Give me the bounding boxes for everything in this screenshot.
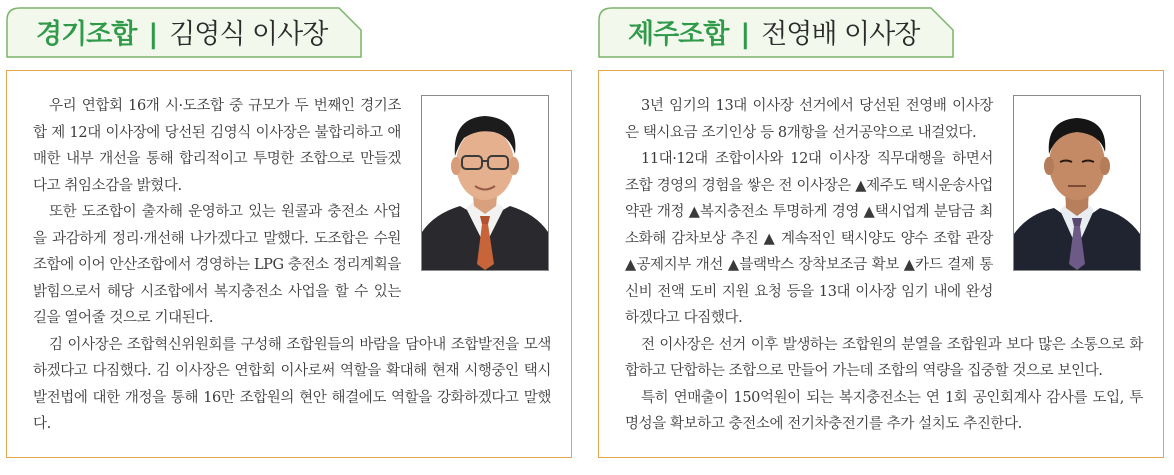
column-gyeonggi (4, 0, 576, 475)
person-title: 김영식 이사장 (169, 19, 328, 50)
paragraph: 특히 연매출이 150억원이 되는 복지충전소는 연 1회 공인회계사 감사를 도입, 투명성을 확보하고 충전소에 전기차충전기를 추가 설치도 추진한다. (625, 389, 1143, 432)
title-separator: | (148, 19, 158, 50)
header-tab (598, 6, 954, 58)
tab-title (36, 15, 327, 55)
article-box (598, 70, 1164, 458)
title-separator: | (740, 19, 750, 50)
paragraph: 11대·12대 조합이사와 12대 이사장 직무대행을 하면서 조합 경영의 경험을 쌓은 전 이사장은 ▲제주도 택시운송사업약관 개정 ▲복지충전소 투명하게 경영 ▲택시업계 분담금 최소화해 감차보상 추진 ▲ 계속적인 택시양도 양수 조합 관장 ▲공제지부 개선 ▲블랙박스 장착보조금 확보 ▲카드 결제 통신비 전액 도비 지원 요청 등을 13대 이사장 임기 내에 완성하겠다고 다짐했다. (625, 151, 993, 326)
paragraph: 3년 임기의 13대 이사장 선거에서 당선된 전영배 이사장은 택시요금 조기인상 등 8개항을 선거공약으로 내걸었다. (625, 98, 993, 141)
article-text (33, 93, 551, 438)
tab-title (628, 15, 919, 55)
paragraph: 또한 도조합이 출자해 운영하고 있는 원콜과 충전소 사업을 과감하게 정리·개선해 나가겠다고 말했다. 도조합은 수원조합에 이어 안산조합에서 경영하는 LPG 충전소 정리계획을 밝힘으로서 해당 시조합에서 복지충전소 사업을 할 수 있는 길을 열어줄 것으로 기대된다. (33, 204, 401, 326)
header-tab (6, 6, 362, 58)
paragraph: 우리 연합회 16개 시·도조합 중 규모가 두 번째인 경기조합 제 12대 이사장에 당선된 김영식 이사장은 불합리하고 애매한 내부 개선을 통해 합리적이고 투명한 조합으로 만들겠다고 취임소감을 밝혔다. (33, 98, 401, 194)
paragraph: 김 이사장은 조합혁신위원회를 구성해 조합원들의 바람을 담아내 조합발전을 모색하겠다고 다짐했다. 김 이사장은 연합회 이사로써 역할을 확대해 현재 시행중인 택시 발전법에 대한 개정을 통해 16만 조합원의 현안 해결에도 역할을 강화하겠다고 말했다. (33, 336, 551, 432)
paragraph: 전 이사장은 선거 이후 발생하는 조합원의 분열을 조합원과 보다 많은 소통으로 화합하고 단합하는 조합으로 만들어 가는데 조합의 역량을 집중할 것으로 보인다. (625, 336, 1143, 379)
org-name: 제주조합 (628, 19, 729, 50)
org-name: 경기조합 (36, 19, 137, 50)
article-text (625, 93, 1143, 438)
column-jeju (596, 0, 1168, 475)
article-box (6, 70, 572, 458)
person-title: 전영배 이사장 (761, 19, 920, 50)
